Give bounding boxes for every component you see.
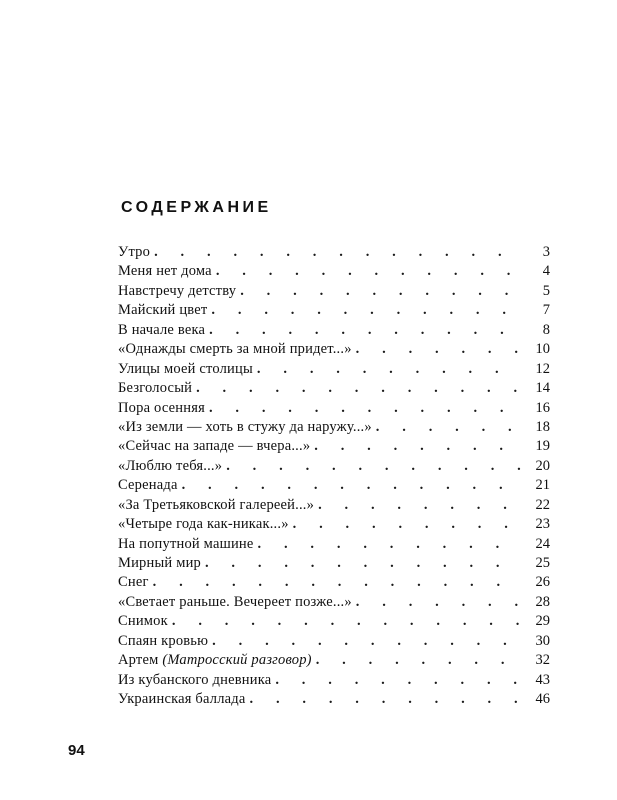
toc-list [118, 243, 550, 710]
entry-page-number: 25 [535, 555, 550, 571]
entry-title: «Четыре года как-никак...» [118, 516, 289, 533]
toc-entry [118, 651, 550, 670]
entry-title: «Люблю тебя...» [118, 457, 223, 474]
entry-subtitle: (Матросский разговор) [162, 652, 312, 669]
toc-entry [118, 476, 550, 495]
entry-page-number: 7 [542, 302, 550, 319]
entry-title: «Сейчас на западе — вчера...» [118, 438, 311, 455]
entry-page-number: 28 [535, 593, 550, 610]
entry-title: Безголосый [118, 380, 193, 397]
dot-leader [356, 340, 522, 359]
entry-title: Навстречу детству [118, 282, 237, 299]
entry-page-number: 30 [535, 632, 550, 649]
entry-title: Мирный мир [118, 555, 201, 571]
toc-entry [118, 437, 550, 456]
dot-leader [240, 282, 522, 301]
entry-page-number: 26 [535, 574, 550, 591]
toc-entry [118, 301, 550, 320]
toc-entry [118, 243, 550, 262]
dot-leader [314, 437, 522, 456]
dot-leader [153, 573, 522, 592]
dot-leader [376, 418, 522, 437]
dot-leader [209, 399, 522, 418]
dot-leader [172, 612, 522, 631]
entry-title: Снег [118, 574, 149, 591]
dot-leader [258, 535, 522, 554]
entry-title: «Из земли — хоть в стужу да наружу...» [118, 418, 372, 435]
toc-entry [118, 418, 550, 437]
dot-leader [275, 671, 522, 690]
entry-title: «За Третьяковской галереей...» [118, 496, 315, 513]
entry-title: Улицы моей столицы [118, 360, 253, 377]
toc-entry [118, 379, 550, 398]
toc-entry [118, 457, 550, 476]
page-number: 94 [68, 742, 85, 759]
dot-leader [205, 554, 522, 573]
dot-leader [196, 379, 522, 398]
entry-page-number: 3 [542, 244, 550, 260]
entry-title: Украинская баллада [118, 691, 246, 708]
dot-leader [182, 476, 522, 495]
toc-entry [118, 671, 550, 690]
entry-page-number: 5 [542, 282, 550, 299]
entry-page-number: 19 [535, 438, 550, 455]
dot-leader [356, 593, 522, 612]
entry-title: «Светает раньше. Вечереет позже...» [118, 593, 352, 610]
entry-title-main: Артем [118, 652, 159, 669]
dot-leader [293, 515, 522, 534]
entry-title: Серенада [118, 477, 178, 494]
toc-entry [118, 496, 550, 515]
toc-heading: СОДЕРЖАНИЕ [121, 199, 272, 216]
entry-page-number: 10 [535, 341, 550, 358]
dot-leader [154, 243, 522, 262]
dot-leader [226, 457, 522, 476]
toc-entry [118, 399, 550, 418]
dot-leader [257, 360, 522, 379]
entry-title: Снимок [118, 613, 168, 630]
entry-title: Утро [118, 244, 151, 260]
toc-entry [118, 360, 550, 379]
dot-leader [318, 496, 522, 515]
dot-leader [212, 632, 522, 651]
entry-page-number: 23 [535, 516, 550, 533]
entry-page-number: 16 [535, 399, 550, 416]
toc-entry [118, 262, 550, 281]
entry-page-number: 46 [535, 691, 550, 708]
toc-entry [118, 573, 550, 592]
entry-page-number: 12 [535, 360, 550, 377]
entry-title: Из кубанского дневника [118, 671, 272, 688]
toc-entry [118, 321, 550, 340]
entry-page-number: 29 [535, 613, 550, 630]
entry-page-number: 18 [535, 418, 550, 435]
entry-title: Пора осенняя [118, 399, 205, 416]
entry-page-number: 4 [542, 263, 550, 280]
entry-page-number: 14 [535, 380, 550, 397]
toc-entry [118, 612, 550, 631]
entry-page-number: 43 [535, 671, 550, 688]
entry-title: «Однажды смерть за мной придет...» [118, 341, 352, 358]
entry-page-number: 8 [542, 321, 550, 338]
dot-leader [211, 301, 522, 320]
toc-entry [118, 554, 550, 573]
entry-page-number: 22 [535, 496, 550, 513]
entry-title: Майский цвет [118, 302, 208, 319]
toc-entry [118, 690, 550, 709]
dot-leader [250, 690, 523, 709]
toc-entry [118, 593, 550, 612]
toc-entry [118, 632, 550, 651]
entry-title: На попутной машине [118, 535, 254, 552]
entry-page-number: 32 [535, 652, 550, 669]
entry-page-number: 24 [535, 535, 550, 552]
dot-leader [316, 651, 522, 670]
entry-title: В начале века [118, 321, 206, 338]
entry-title: Меня нет дома [118, 263, 212, 280]
toc-entry [118, 282, 550, 301]
toc-entry [118, 515, 550, 534]
entry-page-number: 20 [535, 457, 550, 474]
toc-entry [118, 535, 550, 554]
entry-page-number: 21 [535, 477, 550, 494]
entry-title: Спаян кровью [118, 632, 209, 649]
entry-title-with-subtitle [118, 651, 316, 670]
dot-leader [216, 262, 522, 281]
dot-leader [209, 321, 522, 340]
toc-entry [118, 340, 550, 359]
